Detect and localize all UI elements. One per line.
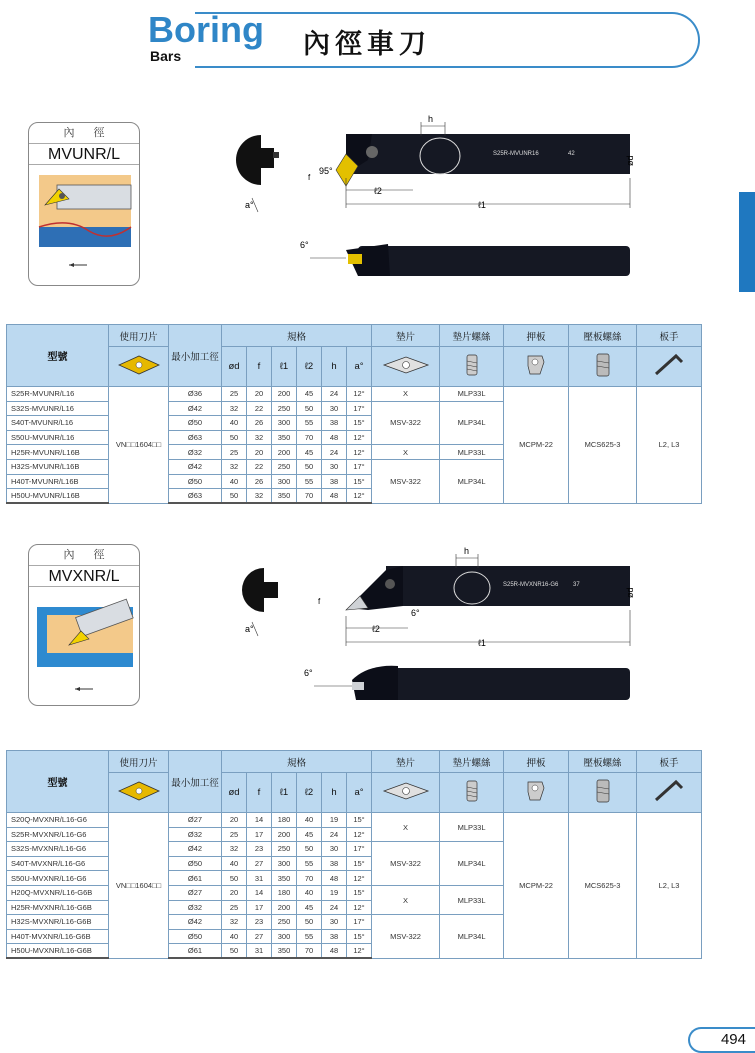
clamp-cell: MCPM-22: [504, 387, 569, 504]
model-cell: H50U-MVUNR/L16B: [7, 489, 109, 504]
d-cell: 32: [222, 842, 247, 857]
th-f: f: [247, 773, 272, 813]
h-cell: 24: [322, 827, 347, 842]
d-cell: 25: [222, 900, 247, 915]
f-cell: 32: [247, 489, 272, 504]
th-wrench: 板手: [637, 751, 702, 773]
a-cell: 17°: [347, 842, 372, 857]
model-cell: S40T-MVUNR/L16: [7, 416, 109, 431]
d-cell: 25: [222, 445, 247, 460]
a-cell: 17°: [347, 401, 372, 416]
h-cell: 48: [322, 944, 347, 959]
bore-cell: Ø42: [169, 915, 222, 930]
l2-cell: 40: [297, 885, 322, 900]
model-cell: H40T-MVUNR/L16B: [7, 474, 109, 489]
a-cell: 17°: [347, 915, 372, 930]
f-cell: 27: [247, 856, 272, 871]
d-cell: 40: [222, 474, 247, 489]
l2-cell: 70: [297, 871, 322, 886]
bore-cell: Ø50: [169, 929, 222, 944]
shank-side: [358, 246, 630, 276]
table-row: [7, 387, 702, 402]
model-cell: H25R-MVUNR/L16B: [7, 445, 109, 460]
l2-cell: 40: [297, 813, 322, 828]
bore-cell: Ø50: [169, 856, 222, 871]
d-cell: 40: [222, 856, 247, 871]
l1-cell: 250: [272, 459, 297, 474]
model-cell: S25R-MVXNR/L16-G6: [7, 827, 109, 842]
spec-table-mvxnr: [6, 750, 702, 959]
header-frame: [195, 12, 700, 68]
l2-cell: 50: [297, 459, 322, 474]
insert-type-card-mvunr: [28, 122, 140, 286]
clamp-screw-cell: MCS625-3: [569, 387, 637, 504]
shim-screw-cell: MLP34L: [440, 459, 504, 503]
bore-cell: Ø50: [169, 474, 222, 489]
model-cell: S25R-MVUNR/L16: [7, 387, 109, 402]
clamp-icon: [504, 347, 569, 387]
model-cell: H32S-MVXNR/L16-G6B: [7, 915, 109, 930]
f-cell: 20: [247, 445, 272, 460]
model-cell: H25R-MVXNR/L16-G6B: [7, 900, 109, 915]
vnmg-insert-icon: [117, 780, 161, 802]
shim-screw-cell: MLP34L: [440, 842, 504, 886]
a-cell: 12°: [347, 871, 372, 886]
l2-cell: 50: [297, 915, 322, 930]
vnmg-insert-icon: [117, 354, 161, 376]
h-cell: 48: [322, 430, 347, 445]
svg-text:ℓ2: ℓ2: [374, 186, 382, 196]
h-cell: 30: [322, 401, 347, 416]
svg-text:42: 42: [568, 151, 575, 157]
bore-cell: Ø61: [169, 871, 222, 886]
a-cell: 15°: [347, 929, 372, 944]
l1-cell: 350: [272, 430, 297, 445]
shim-screw-cell: MLP34L: [440, 915, 504, 959]
svg-text:ℓ1: ℓ1: [478, 200, 486, 210]
clamp-icon: [504, 773, 569, 813]
l2-cell: 55: [297, 474, 322, 489]
th-wrench: 板手: [637, 325, 702, 347]
th-f: f: [247, 347, 272, 387]
wrench-cell: L2, L3: [637, 387, 702, 504]
insert-type-card-mvxnr: [28, 544, 140, 706]
th-l1: ℓ1: [272, 347, 297, 387]
th-d: ød: [222, 773, 247, 813]
svg-text:6°: 6°: [304, 668, 313, 678]
l1-cell: 300: [272, 929, 297, 944]
f-cell: 26: [247, 474, 272, 489]
insert-icon-cell: [109, 773, 169, 813]
th-spec: 規格: [222, 325, 372, 347]
d-cell: 50: [222, 489, 247, 504]
end-view-shape: [236, 135, 274, 185]
h-cell: 24: [322, 387, 347, 402]
insert-icon-cell: [109, 347, 169, 387]
l2-cell: 45: [297, 827, 322, 842]
svg-text:ℓ2: ℓ2: [372, 624, 380, 634]
th-h: h: [322, 773, 347, 813]
d-cell: 32: [222, 459, 247, 474]
clamp-screw-icon: [569, 773, 637, 813]
l1-cell: 200: [272, 827, 297, 842]
model-cell: H50U-MVXNR/L16-G6B: [7, 944, 109, 959]
svg-text:f: f: [308, 173, 311, 182]
a-cell: 12°: [347, 489, 372, 504]
tool-drawing-mvunr: [228, 108, 648, 278]
f-cell: 23: [247, 842, 272, 857]
wrench-cell: L2, L3: [637, 813, 702, 959]
a-cell: 12°: [347, 944, 372, 959]
d-cell: 50: [222, 871, 247, 886]
l2-cell: 45: [297, 445, 322, 460]
f-cell: 27: [247, 929, 272, 944]
bore-cell: Ø32: [169, 900, 222, 915]
bore-cell: Ø36: [169, 387, 222, 402]
shim-icon: [372, 347, 440, 387]
card-label: 內 徑: [63, 549, 113, 561]
model-cell: S20Q-MVXNR/L16-G6: [7, 813, 109, 828]
model-cell: H20Q-MVXNR/L16-G6B: [7, 885, 109, 900]
th-min-bore: 最小加工徑: [169, 751, 222, 813]
th-shim: 墊片: [372, 325, 440, 347]
h-cell: 38: [322, 474, 347, 489]
shim-screw-icon: [440, 773, 504, 813]
l2-cell: 55: [297, 929, 322, 944]
svg-text:a°: a°: [245, 624, 254, 634]
th-a: a°: [347, 773, 372, 813]
f-cell: 14: [247, 813, 272, 828]
th-clamp-screw: 壓板螺絲: [569, 751, 637, 773]
clamp-screw-cell: MCS625-3: [569, 813, 637, 959]
boring-operation-illustration: [29, 165, 140, 285]
a-cell: 17°: [347, 459, 372, 474]
insert-cell: VN□□1604□□: [109, 813, 169, 959]
f-cell: 22: [247, 459, 272, 474]
model-cell: S50U-MVXNR/L16-G6: [7, 871, 109, 886]
th-clamp: 押板: [504, 325, 569, 347]
a-cell: 15°: [347, 474, 372, 489]
l1-cell: 250: [272, 842, 297, 857]
a-cell: 12°: [347, 900, 372, 915]
th-min-bore: 最小加工徑: [169, 325, 222, 387]
shim-screw-cell: MLP33L: [440, 445, 504, 460]
angle-a-label: a°: [245, 200, 254, 210]
l2-cell: 70: [297, 489, 322, 504]
f-cell: 32: [247, 430, 272, 445]
h-cell: 48: [322, 871, 347, 886]
header-subtitle: Bars: [150, 48, 182, 64]
card-name: MVXNR/L: [29, 565, 139, 587]
end-view-shape: [242, 568, 278, 612]
svg-text:ød: ød: [625, 587, 635, 598]
shim-cell: MSV-322: [372, 459, 440, 503]
h-cell: 24: [322, 445, 347, 460]
d-cell: 50: [222, 944, 247, 959]
model-cell: H32S-MVUNR/L16B: [7, 459, 109, 474]
shim-screw-cell: MLP33L: [440, 387, 504, 402]
header-title: Boring: [148, 9, 264, 50]
l2-cell: 70: [297, 944, 322, 959]
bore-cell: Ø50: [169, 416, 222, 431]
shank-top: [346, 134, 630, 174]
svg-text:6°: 6°: [300, 240, 309, 250]
f-cell: 17: [247, 900, 272, 915]
a-cell: 15°: [347, 856, 372, 871]
th-l2: ℓ2: [297, 773, 322, 813]
model-cell: S32S-MVXNR/L16-G6: [7, 842, 109, 857]
d-cell: 32: [222, 915, 247, 930]
l2-cell: 55: [297, 856, 322, 871]
l1-cell: 200: [272, 387, 297, 402]
svg-text:37: 37: [573, 582, 580, 588]
a-cell: 12°: [347, 430, 372, 445]
th-shim-screw: 墊片螺絲: [440, 751, 504, 773]
l2-cell: 55: [297, 416, 322, 431]
shim-cell: X: [372, 885, 440, 914]
bore-cell: Ø27: [169, 885, 222, 900]
model-cell: H40T-MVXNR/L16-G6B: [7, 929, 109, 944]
l1-cell: 200: [272, 900, 297, 915]
l1-cell: 300: [272, 416, 297, 431]
h-cell: 38: [322, 416, 347, 431]
l1-cell: 350: [272, 871, 297, 886]
f-cell: 20: [247, 387, 272, 402]
th-insert: 使用刀片: [109, 751, 169, 773]
bore-cell: Ø32: [169, 445, 222, 460]
th-shim: 墊片: [372, 751, 440, 773]
side-tab: [739, 192, 755, 292]
f-cell: 22: [247, 401, 272, 416]
shim-cell: X: [372, 445, 440, 460]
d-cell: 40: [222, 416, 247, 431]
bore-cell: Ø61: [169, 944, 222, 959]
wrench-icon: [637, 347, 702, 387]
svg-text:h: h: [464, 546, 470, 556]
boring-operation-illustration: [29, 587, 140, 705]
h-cell: 48: [322, 489, 347, 504]
f-cell: 23: [247, 915, 272, 930]
l1-cell: 180: [272, 885, 297, 900]
shim-cell: MSV-322: [372, 915, 440, 959]
h-cell: 24: [322, 900, 347, 915]
l2-cell: 45: [297, 900, 322, 915]
shank-side: [378, 668, 630, 700]
a-cell: 12°: [347, 827, 372, 842]
h-cell: 19: [322, 813, 347, 828]
bore-cell: Ø27: [169, 813, 222, 828]
clamp-cell: MCPM-22: [504, 813, 569, 959]
bore-cell: Ø63: [169, 489, 222, 504]
th-spec: 規格: [222, 751, 372, 773]
bore-cell: Ø42: [169, 401, 222, 416]
th-l1: ℓ1: [272, 773, 297, 813]
th-a: a°: [347, 347, 372, 387]
f-cell: 14: [247, 885, 272, 900]
shim-screw-icon: [440, 347, 504, 387]
l2-cell: 45: [297, 387, 322, 402]
tool-drawing-mvxnr: [228, 540, 648, 710]
d-cell: 20: [222, 813, 247, 828]
bore-cell: Ø42: [169, 842, 222, 857]
svg-text:S25R-MVXNR16-G6: S25R-MVXNR16-G6: [503, 582, 559, 588]
shim-screw-cell: MLP34L: [440, 401, 504, 445]
l1-cell: 300: [272, 856, 297, 871]
l2-cell: 50: [297, 401, 322, 416]
d-cell: 25: [222, 827, 247, 842]
svg-text:95°: 95°: [319, 166, 333, 176]
svg-text:ℓ1: ℓ1: [478, 638, 486, 648]
th-clamp-screw: 壓板螺絲: [569, 325, 637, 347]
l1-cell: 250: [272, 401, 297, 416]
th-h: h: [322, 347, 347, 387]
th-l2: ℓ2: [297, 347, 322, 387]
f-cell: 31: [247, 944, 272, 959]
th-clamp: 押板: [504, 751, 569, 773]
f-cell: 31: [247, 871, 272, 886]
shim-cell: X: [372, 387, 440, 402]
h-cell: 30: [322, 915, 347, 930]
svg-text:h: h: [428, 114, 434, 124]
h-cell: 30: [322, 459, 347, 474]
spec-table-mvunr: [6, 324, 702, 504]
clamp-screw-icon: [569, 347, 637, 387]
l1-cell: 300: [272, 474, 297, 489]
th-shim-screw: 墊片螺絲: [440, 325, 504, 347]
h-cell: 30: [322, 842, 347, 857]
d-cell: 25: [222, 387, 247, 402]
h-cell: 38: [322, 856, 347, 871]
h-cell: 19: [322, 885, 347, 900]
shim-cell: MSV-322: [372, 842, 440, 886]
a-cell: 15°: [347, 416, 372, 431]
l1-cell: 200: [272, 445, 297, 460]
insert-cell: VN□□1604□□: [109, 387, 169, 504]
svg-text:S25R-MVUNR16: S25R-MVUNR16: [493, 151, 539, 157]
a-cell: 15°: [347, 885, 372, 900]
page-number: 494: [688, 1027, 755, 1053]
d-cell: 40: [222, 929, 247, 944]
a-cell: 12°: [347, 387, 372, 402]
model-cell: S50U-MVUNR/L16: [7, 430, 109, 445]
svg-text:ød: ød: [625, 155, 635, 166]
th-d: ød: [222, 347, 247, 387]
model-cell: S32S-MVUNR/L16: [7, 401, 109, 416]
d-cell: 50: [222, 430, 247, 445]
card-name: MVUNR/L: [29, 143, 139, 165]
card-label: 內 徑: [63, 127, 113, 139]
l1-cell: 350: [272, 944, 297, 959]
th-model: 型號: [7, 325, 109, 387]
l2-cell: 70: [297, 430, 322, 445]
l2-cell: 50: [297, 842, 322, 857]
svg-text:6°: 6°: [411, 608, 420, 618]
bore-cell: Ø42: [169, 459, 222, 474]
header-title-cn: 內徑車刀: [303, 29, 431, 60]
shim-cell: MSV-322: [372, 401, 440, 445]
f-cell: 26: [247, 416, 272, 431]
bore-cell: Ø32: [169, 827, 222, 842]
shim-cell: X: [372, 813, 440, 842]
model-cell: S40T-MVXNR/L16-G6: [7, 856, 109, 871]
l1-cell: 350: [272, 489, 297, 504]
d-cell: 32: [222, 401, 247, 416]
a-cell: 15°: [347, 813, 372, 828]
table-row: [7, 813, 702, 828]
a-cell: 12°: [347, 445, 372, 460]
bore-cell: Ø63: [169, 430, 222, 445]
th-model: 型號: [7, 751, 109, 813]
shim-screw-cell: MLP33L: [440, 813, 504, 842]
shim-icon: [372, 773, 440, 813]
f-cell: 17: [247, 827, 272, 842]
wrench-icon: [637, 773, 702, 813]
th-insert: 使用刀片: [109, 325, 169, 347]
svg-text:f: f: [318, 597, 321, 606]
d-cell: 20: [222, 885, 247, 900]
l1-cell: 250: [272, 915, 297, 930]
h-cell: 38: [322, 929, 347, 944]
shim-screw-cell: MLP33L: [440, 885, 504, 914]
l1-cell: 180: [272, 813, 297, 828]
